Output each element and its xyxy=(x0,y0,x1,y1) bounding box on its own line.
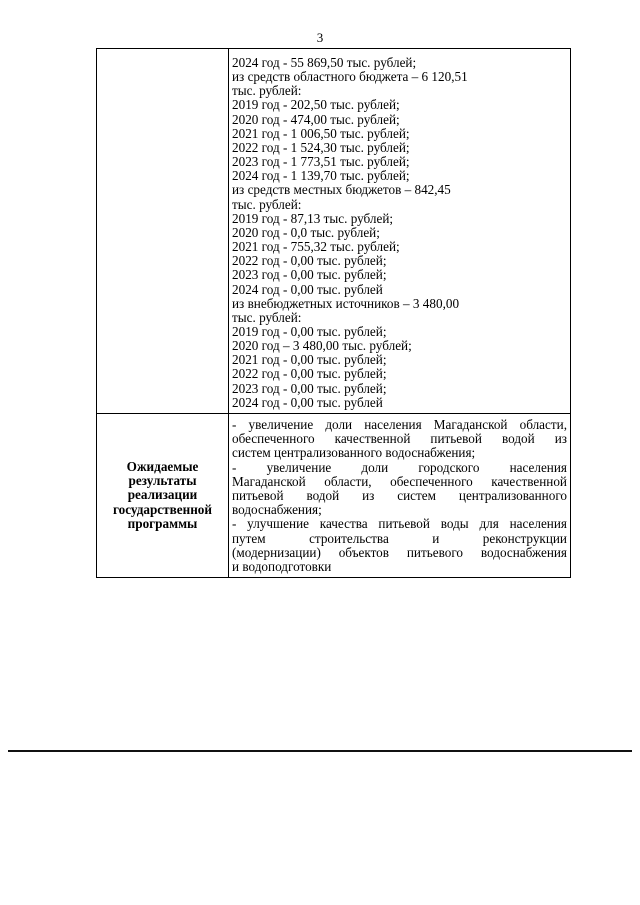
funding-line: 2023 год - 0,00 тыс. рублей; xyxy=(232,267,387,283)
funding-line: 2021 год - 1 006,50 тыс. рублей; xyxy=(232,125,410,141)
funding-line: 2022 год - 1 524,30 тыс. рублей; xyxy=(232,139,410,155)
funding-line: 2024 год - 0,00 тыс. рублей xyxy=(232,394,383,410)
funding-line: тыс. рублей: xyxy=(232,196,302,212)
funding-line: тыс. рублей: xyxy=(232,309,302,325)
funding-line: из средств областного бюджета – 6 120,51 xyxy=(232,69,468,85)
program-passport-table xyxy=(96,48,571,578)
results-cell xyxy=(229,413,571,577)
funding-line: 2021 год - 755,32 тыс. рублей; xyxy=(232,239,400,255)
funding-line: 2020 год – 3 480,00 тыс. рублей; xyxy=(232,338,412,354)
results-label-line: государственной xyxy=(113,501,212,517)
results-label-cell xyxy=(97,413,229,577)
results-row xyxy=(97,413,571,577)
funding-line: тыс. рублей: xyxy=(232,83,302,99)
funding-cell xyxy=(229,49,571,414)
results-line: - улучшение качества питьевой воды для населения xyxy=(232,516,567,532)
funding-line: 2019 год - 0,00 тыс. рублей; xyxy=(232,323,387,339)
funding-line: 2024 год - 0,00 тыс. рублей xyxy=(232,281,383,297)
results-line: водоснабжения; xyxy=(232,502,322,518)
results-line: - увеличение доли городского населения xyxy=(232,459,567,475)
funding-line: 2021 год - 0,00 тыс. рублей; xyxy=(232,352,387,368)
funding-line: 2022 год - 0,00 тыс. рублей; xyxy=(232,366,387,382)
results-label-line: программы xyxy=(127,516,198,532)
funding-line: 2022 год - 0,00 тыс. рублей; xyxy=(232,253,387,269)
results-line: путем строительства и реконструкции xyxy=(232,530,567,546)
funding-line: 2023 год - 0,00 тыс. рублей; xyxy=(232,380,387,396)
results-label-line: Ожидаемые xyxy=(126,458,199,474)
funding-line: 2020 год - 474,00 тыс. рублей; xyxy=(232,111,400,127)
results-line: систем централизованного водоснабжения; xyxy=(232,445,476,461)
results-line: питьевой водой из систем централизованного xyxy=(232,487,567,503)
funding-line: 2024 год - 55 869,50 тыс. рублей; xyxy=(232,55,417,70)
funding-label-cell xyxy=(97,49,229,414)
funding-line: 2023 год - 1 773,51 тыс. рублей; xyxy=(232,154,410,170)
funding-line: 2019 год - 87,13 тыс. рублей; xyxy=(232,210,394,226)
page-number: 3 xyxy=(316,30,324,45)
funding-line: 2019 год - 202,50 тыс. рублей; xyxy=(232,97,400,113)
results-line: обеспеченного качественной питьевой водой из xyxy=(232,431,567,447)
funding-line: 2020 год - 0,0 тыс. рублей; xyxy=(232,224,380,240)
funding-line: 2024 год - 1 139,70 тыс. рублей; xyxy=(232,168,410,184)
funding-row xyxy=(97,49,571,414)
results-line: - увеличение доли населения Магаданской области, xyxy=(232,416,567,432)
results-label-line: реализации xyxy=(127,487,198,503)
results-line: Магаданской области, обеспеченного качественной xyxy=(232,473,567,489)
results-line: (модернизации) объектов питьевого водоснабжения xyxy=(232,544,567,560)
results-label-line: результаты xyxy=(128,472,197,488)
bottom-rule xyxy=(8,750,632,752)
funding-line: из внебюджетных источников – 3 480,00 xyxy=(232,295,460,311)
funding-line: из средств местных бюджетов – 842,45 xyxy=(232,182,451,198)
results-line: и водоподготовки xyxy=(232,558,332,574)
